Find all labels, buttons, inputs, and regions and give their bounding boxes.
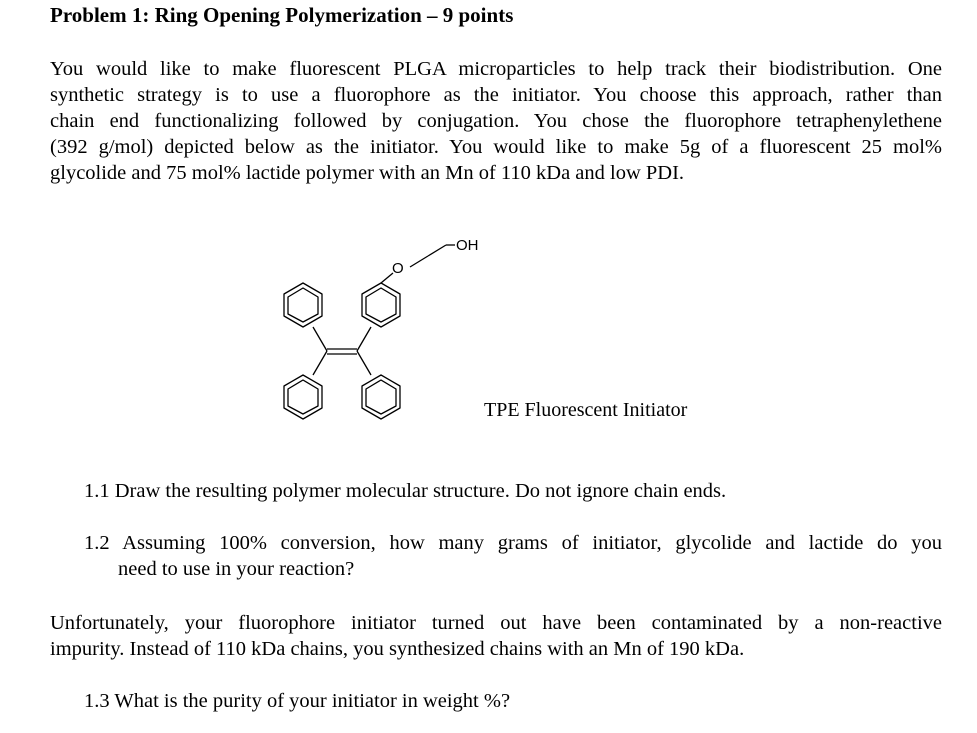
figure-caption: TPE Fluorescent Initiator [484, 399, 688, 421]
question-1-2-line-1: 1.2 Assuming 100% conversion, how many grams of initiator, glycolide and lactide do you [84, 532, 942, 554]
intro-line-4: (392 g/mol) depicted below as the initiator. You would like to make 5g of a fluorescent 25 mol% [50, 136, 942, 158]
followup-line-1: Unfortunately, your fluorophore initiator turned out have been contaminated by a non-reactive [50, 612, 942, 634]
phenyl-ring-top-left [284, 283, 322, 327]
question-1-3: 1.3 What is the purity of your initiator in weight %? [84, 690, 511, 712]
followup-paragraph [50, 610, 942, 662]
question-1-2-line-2: need to use in your reaction? [118, 558, 355, 580]
phenyl-ring-top-right [362, 283, 400, 327]
oxygen-atom-label: O [392, 260, 404, 277]
intro-line-3: chain end functionalizing followed by conjugation. You chose the fluorophore tetraphenylethene [50, 110, 942, 132]
intro-line-1: You would like to make fluorescent PLGA microparticles to help track their biodistribution. One [50, 58, 942, 80]
phenyl-ring-bottom-left [284, 375, 322, 419]
ring-connector-bonds [313, 327, 371, 375]
phenyl-ring-bottom-right [362, 375, 400, 419]
hydroxyl-label: OH [456, 237, 479, 254]
problem-title: Problem 1: Ring Opening Polymerization – 9 points [50, 3, 514, 27]
followup-line-2: impurity. Instead of 110 kDa chains, you synthesized chains with an Mn of 190 kDa. [50, 638, 745, 660]
central-double-bond [327, 349, 357, 354]
intro-line-5: glycolide and 75 mol% lactide polymer with an Mn of 110 kDa and low PDI. [50, 162, 685, 184]
intro-line-2: synthetic strategy is to use a fluorophore as the initiator. You choose this approach, rather than [50, 84, 942, 106]
intro-paragraph [50, 56, 942, 186]
question-1-2 [84, 530, 942, 582]
question-1-1: 1.1 Draw the resulting polymer molecular structure. Do not ignore chain ends. [84, 480, 727, 502]
